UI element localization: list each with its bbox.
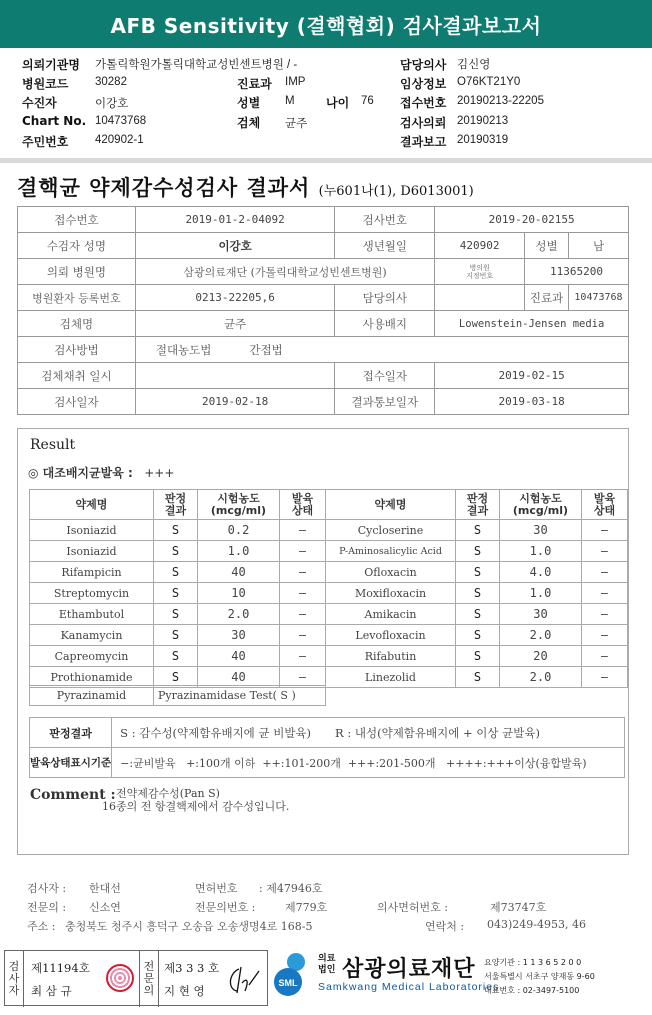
col-conc xyxy=(198,490,280,520)
left-drug-cell: Ethambutol xyxy=(30,604,154,625)
col-judge-2b: 결과 xyxy=(466,503,489,517)
drug-row xyxy=(30,625,628,646)
designation-label-a: 병의원 xyxy=(469,263,490,272)
report-header-title: AFB Sensitivity (결핵협회) 검사결과보고서 xyxy=(0,0,652,48)
control-growth-label: ◎ 대조배지균발육 : xyxy=(28,466,133,480)
reqdate-label: 검사의뢰 xyxy=(400,116,447,130)
code-label: 병원코드 xyxy=(22,77,69,91)
right-drug-cell: Ofloxacin xyxy=(326,562,456,583)
org-contact xyxy=(484,956,595,998)
judge-criteria xyxy=(112,718,625,748)
col-judge xyxy=(154,490,198,520)
left-conc-cell: 40 xyxy=(198,646,280,667)
judge-r: R : 내성(약제함유배지에 + 이상 균발육) xyxy=(335,725,540,740)
seal-stamp xyxy=(106,964,134,992)
col-drug: 약제명 xyxy=(30,490,154,520)
registration-label: 병원환자 등록번호 xyxy=(18,285,136,311)
hospital-label-2: 의뢰 병원명 xyxy=(18,259,136,285)
specimen-value-2: 균주 xyxy=(135,311,335,337)
right-state-cell: − xyxy=(582,625,628,646)
address-value: 충청북도 청주시 흥덕구 오송읍 오송생명4로 168-5 xyxy=(65,920,313,933)
control-growth xyxy=(28,464,174,481)
left-conc-cell: 40 xyxy=(198,562,280,583)
right-conc-cell: 1.0 xyxy=(500,541,582,562)
left-state-cell: − xyxy=(280,583,326,604)
comment-text xyxy=(102,787,290,813)
pza-table xyxy=(29,685,326,706)
test-number-value: 2019-20-02155 xyxy=(435,207,629,233)
col-drug-2: 약제명 xyxy=(326,490,456,520)
growth-std-label: 발육상태표시기준 xyxy=(30,748,112,778)
right-drug-cell: Amikacin xyxy=(326,604,456,625)
left-judge-cell: S xyxy=(154,541,198,562)
left-drug-cell: Capreomycin xyxy=(30,646,154,667)
accession-label: 접수번호 xyxy=(18,207,136,233)
judge-table xyxy=(29,717,625,778)
specialist-license-no: 제3 3 3 호 xyxy=(164,961,220,975)
sex-value-2: 남 xyxy=(569,233,629,259)
method-indirect: 간접법 xyxy=(249,342,283,357)
left-conc-cell: 10 xyxy=(198,583,280,604)
specialist-license-value: 제779호 xyxy=(285,901,328,914)
left-state-cell: − xyxy=(280,562,326,583)
received-value: 2019-02-15 xyxy=(435,363,629,389)
report-title xyxy=(17,172,633,202)
judge-label: 판정결과 xyxy=(30,718,112,748)
left-judge-cell: S xyxy=(154,562,198,583)
method-absolute: 절대농도법 xyxy=(155,342,212,357)
role-specialist xyxy=(142,961,156,997)
right-judge-cell: S xyxy=(456,520,500,541)
left-drug-cell: Prothionamide xyxy=(30,667,154,688)
right-drug-cell: Linezolid xyxy=(326,667,456,688)
col-state-2 xyxy=(582,490,628,520)
dept-label-2: 진료과 xyxy=(525,285,569,311)
org-line-2: 서울특별시 서초구 양재동 9-60 xyxy=(484,972,595,981)
drug-row xyxy=(30,646,628,667)
left-judge-cell: S xyxy=(154,583,198,604)
reqdate-value: 20190213 xyxy=(457,115,509,127)
chart-label: Chart No. xyxy=(22,114,87,128)
specimen-label: 검체 xyxy=(237,116,261,130)
left-state-cell: − xyxy=(280,646,326,667)
rrn-value: 420902-1 xyxy=(95,134,144,146)
test-date-label: 검사일자 xyxy=(18,389,136,415)
collection-label: 검체채취 일시 xyxy=(18,363,136,389)
received-label: 접수일자 xyxy=(335,363,435,389)
rrn-label: 주민번호 xyxy=(22,135,69,149)
notify-date-value: 2019-03-18 xyxy=(435,389,629,415)
left-judge-cell: S xyxy=(154,625,198,646)
right-judge-cell: S xyxy=(456,625,500,646)
organization-block xyxy=(318,952,499,993)
signature-box xyxy=(4,950,268,1006)
accno-value: 20190213-22205 xyxy=(457,95,544,107)
right-drug-cell: Moxifloxacin xyxy=(326,583,456,604)
drug-row xyxy=(30,520,628,541)
right-drug-cell: P-Aminosalicylic Acid xyxy=(326,541,456,562)
drug-row xyxy=(30,604,628,625)
role-tester-1: 검 xyxy=(8,960,20,973)
col-state-a: 발육 xyxy=(291,491,314,505)
designation-label xyxy=(435,259,525,285)
birth-value: 420902 xyxy=(435,233,525,259)
left-judge-cell: S xyxy=(154,604,198,625)
org-name: 삼광의료재단 xyxy=(342,957,476,982)
designation-value: 11365200 xyxy=(525,259,629,285)
left-conc-cell: 0.2 xyxy=(198,520,280,541)
doctor-license-label: 의사면허번호 : xyxy=(377,901,448,914)
org-line-3: 대표번호 : 02-3497-5100 xyxy=(484,986,580,995)
left-drug-cell: Isoniazid xyxy=(30,520,154,541)
drug-row xyxy=(30,583,628,604)
tester-license: 제11194호 xyxy=(31,961,90,975)
method-label: 검사방법 xyxy=(18,337,136,363)
sex-label: 성별 xyxy=(237,96,261,110)
col-state xyxy=(280,490,326,520)
clin-label: 임상정보 xyxy=(400,77,447,91)
left-state-cell: − xyxy=(280,541,326,562)
repdate-value: 20190319 xyxy=(457,134,509,146)
examinee-label: 수검자 성명 xyxy=(18,233,136,259)
dept-value: IMP xyxy=(285,76,306,88)
right-judge-cell: S xyxy=(456,541,500,562)
contact-value: 043)249-4953, 46 xyxy=(487,918,586,931)
right-drug-cell: Rifabutin xyxy=(326,646,456,667)
org-small-2: 법인 xyxy=(318,965,336,975)
col-state-2b: 상태 xyxy=(593,503,616,517)
sex-label-2: 성별 xyxy=(525,233,569,259)
media-label: 사용배지 xyxy=(335,311,435,337)
patient-value: 이강호 xyxy=(95,98,129,110)
left-state-cell: − xyxy=(280,667,326,688)
media-value: Lowenstein-Jensen media xyxy=(435,311,629,337)
left-state-cell: − xyxy=(280,604,326,625)
logo-text: SML xyxy=(278,978,298,988)
specialist-label: 전문의 : xyxy=(27,901,67,914)
hospital-value-2: 삼광의료재단 (가톨릭대학교성빈센트병원) xyxy=(135,259,434,285)
right-state-cell: − xyxy=(582,667,628,688)
test-number-label: 검사번호 xyxy=(335,207,435,233)
pza-value: Pyrazinamidase Test( S ) xyxy=(154,686,326,706)
patient-label: 수진자 xyxy=(22,96,57,110)
accno-label: 접수번호 xyxy=(400,96,447,110)
role-tester-2: 사 xyxy=(8,972,20,985)
age-label: 나이 xyxy=(326,96,350,110)
right-conc-cell: 4.0 xyxy=(500,562,582,583)
comment-line-1: 전약제감수성(Pan S) xyxy=(116,787,220,800)
col-conc-2a: 시험농도 xyxy=(519,491,562,505)
sig-divider-1 xyxy=(23,951,24,1007)
birth-label: 생년월일 xyxy=(335,233,435,259)
left-drug-cell: Isoniazid xyxy=(30,541,154,562)
col-judge-a: 판정 xyxy=(164,491,187,505)
specialist-license-label: 전문의번호 : xyxy=(195,901,256,914)
result-box xyxy=(17,428,629,855)
drug-row xyxy=(30,541,628,562)
right-state-cell: − xyxy=(582,562,628,583)
col-judge-b: 결과 xyxy=(164,503,187,517)
info-table xyxy=(17,206,629,415)
examinee-value: 이강호 xyxy=(135,233,335,259)
right-conc-cell: 1.0 xyxy=(500,583,582,604)
left-conc-cell: 2.0 xyxy=(198,604,280,625)
repdate-label: 결과보고 xyxy=(400,135,447,149)
tester-value: 한대선 xyxy=(89,882,121,895)
sml-logo-icon xyxy=(272,952,312,998)
role-tester-3: 자 xyxy=(8,984,20,997)
col-state-2a: 발육 xyxy=(593,491,616,505)
right-drug-cell: Levofloxacin xyxy=(326,625,456,646)
col-judge-2a: 판정 xyxy=(466,491,489,505)
specialist-name: 지 현 영 xyxy=(164,984,205,998)
sig-divider-3 xyxy=(158,951,159,1007)
doctor-value: 김신영 xyxy=(457,59,491,71)
left-conc-cell: 1.0 xyxy=(198,541,280,562)
notify-date-label: 결과통보일자 xyxy=(335,389,435,415)
hospital-value: 가톨릭학원가톨릭대학교성빈센트병원 / - xyxy=(95,59,298,71)
license-label: 면허번호 xyxy=(195,882,238,895)
right-drug-cell: Cycloserine xyxy=(326,520,456,541)
right-conc-cell: 2.0 xyxy=(500,667,582,688)
dept-label: 진료과 xyxy=(237,77,272,91)
collection-value xyxy=(135,363,335,389)
drug-rows xyxy=(30,520,628,688)
tester-name: 최 삼 규 xyxy=(31,984,72,998)
growth-std-value: −:균비발육 +:100개 이하 ++:101-200개 +++:201-500개 ++++:+++이상(융합발육) xyxy=(112,748,625,778)
left-state-cell: − xyxy=(280,520,326,541)
right-judge-cell: S xyxy=(456,604,500,625)
test-date-value: 2019-02-18 xyxy=(135,389,335,415)
col-conc-2 xyxy=(500,490,582,520)
result-heading: Result xyxy=(30,437,76,453)
left-judge-cell: S xyxy=(154,520,198,541)
judge-s: S : 감수성(약제함유배지에 균 비발육) xyxy=(120,725,312,740)
org-line-1: 요양기관 : 1 1 3 6 5 2 0 0 xyxy=(484,958,582,967)
right-judge-cell: S xyxy=(456,667,500,688)
dept-value-2: 10473768 xyxy=(569,285,629,311)
col-state-b: 상태 xyxy=(291,503,314,517)
left-conc-cell: 30 xyxy=(198,625,280,646)
drug-table xyxy=(29,489,628,688)
right-judge-cell: S xyxy=(456,583,500,604)
contact-label: 연락처 : xyxy=(425,920,465,933)
drug-row xyxy=(30,562,628,583)
doctor-value-2 xyxy=(435,285,525,311)
comment-line-2: 16종의 전 항결핵제에서 감수성입니다. xyxy=(102,800,290,813)
left-drug-cell: Streptomycin xyxy=(30,583,154,604)
right-conc-cell: 2.0 xyxy=(500,625,582,646)
code-value: 30282 xyxy=(95,76,127,88)
sex-value: M xyxy=(285,95,295,107)
right-conc-cell: 30 xyxy=(500,520,582,541)
right-state-cell: − xyxy=(582,583,628,604)
right-state-cell: − xyxy=(582,646,628,667)
control-growth-value: +++ xyxy=(144,466,175,480)
right-judge-cell: S xyxy=(456,562,500,583)
right-state-cell: − xyxy=(582,520,628,541)
role-tester xyxy=(7,961,21,997)
col-conc-b: (mcg/ml) xyxy=(210,503,267,517)
left-drug-cell: Kanamycin xyxy=(30,625,154,646)
clin-value: O76KT21Y0 xyxy=(457,76,521,88)
report-title-block xyxy=(17,172,633,202)
right-conc-cell: 20 xyxy=(500,646,582,667)
tester-label: 검사자 : xyxy=(27,882,67,895)
method-value xyxy=(135,337,628,363)
sig-divider-2 xyxy=(139,951,140,1007)
right-state-cell: − xyxy=(582,541,628,562)
left-conc-cell: 40 xyxy=(198,667,280,688)
right-conc-cell: 30 xyxy=(500,604,582,625)
role-spec-1: 전 xyxy=(143,960,155,973)
org-english: Samkwang Medical Laboratories xyxy=(318,981,500,993)
doctor-label-2: 담당의사 xyxy=(335,285,435,311)
report-code: (누601나(1), D6013001) xyxy=(318,184,474,199)
specimen-label-2: 검체명 xyxy=(18,311,136,337)
chart-value: 10473768 xyxy=(95,115,147,127)
left-state-cell: − xyxy=(280,625,326,646)
handwritten-signature xyxy=(225,963,263,997)
col-conc-a: 시험농도 xyxy=(217,491,260,505)
address-label: 주소 : xyxy=(27,920,56,933)
left-judge-cell: S xyxy=(154,667,198,688)
license-value: : 제47946호 xyxy=(259,882,323,895)
col-judge-2 xyxy=(456,490,500,520)
specialist-value: 신소연 xyxy=(89,901,121,914)
doctor-label: 담당의사 xyxy=(400,58,447,72)
designation-label-b: 지정번호 xyxy=(466,271,494,280)
pza-drug: Pyrazinamid xyxy=(30,686,154,706)
comment-label: Comment : xyxy=(30,787,116,803)
section-divider xyxy=(0,158,652,163)
left-judge-cell: S xyxy=(154,646,198,667)
left-drug-cell: Rifampicin xyxy=(30,562,154,583)
specimen-value: 균주 xyxy=(285,118,308,130)
hospital-label: 의뢰기관명 xyxy=(22,58,80,72)
right-judge-cell: S xyxy=(456,646,500,667)
col-conc-2b: (mcg/ml) xyxy=(512,503,569,517)
patient-header xyxy=(0,52,652,152)
role-spec-3: 의 xyxy=(143,984,155,997)
org-small-1: 의료 xyxy=(318,954,336,964)
registration-value: 0213-22205,6 xyxy=(135,285,335,311)
doctor-license-value: 제73747호 xyxy=(490,901,547,914)
accession-value: 2019-01-2-04092 xyxy=(135,207,335,233)
right-state-cell: − xyxy=(582,604,628,625)
report-title-text: 결핵균 약제감수성검사 결과서 xyxy=(17,175,311,200)
role-spec-2: 문 xyxy=(143,972,155,985)
age-value: 76 xyxy=(361,95,374,107)
